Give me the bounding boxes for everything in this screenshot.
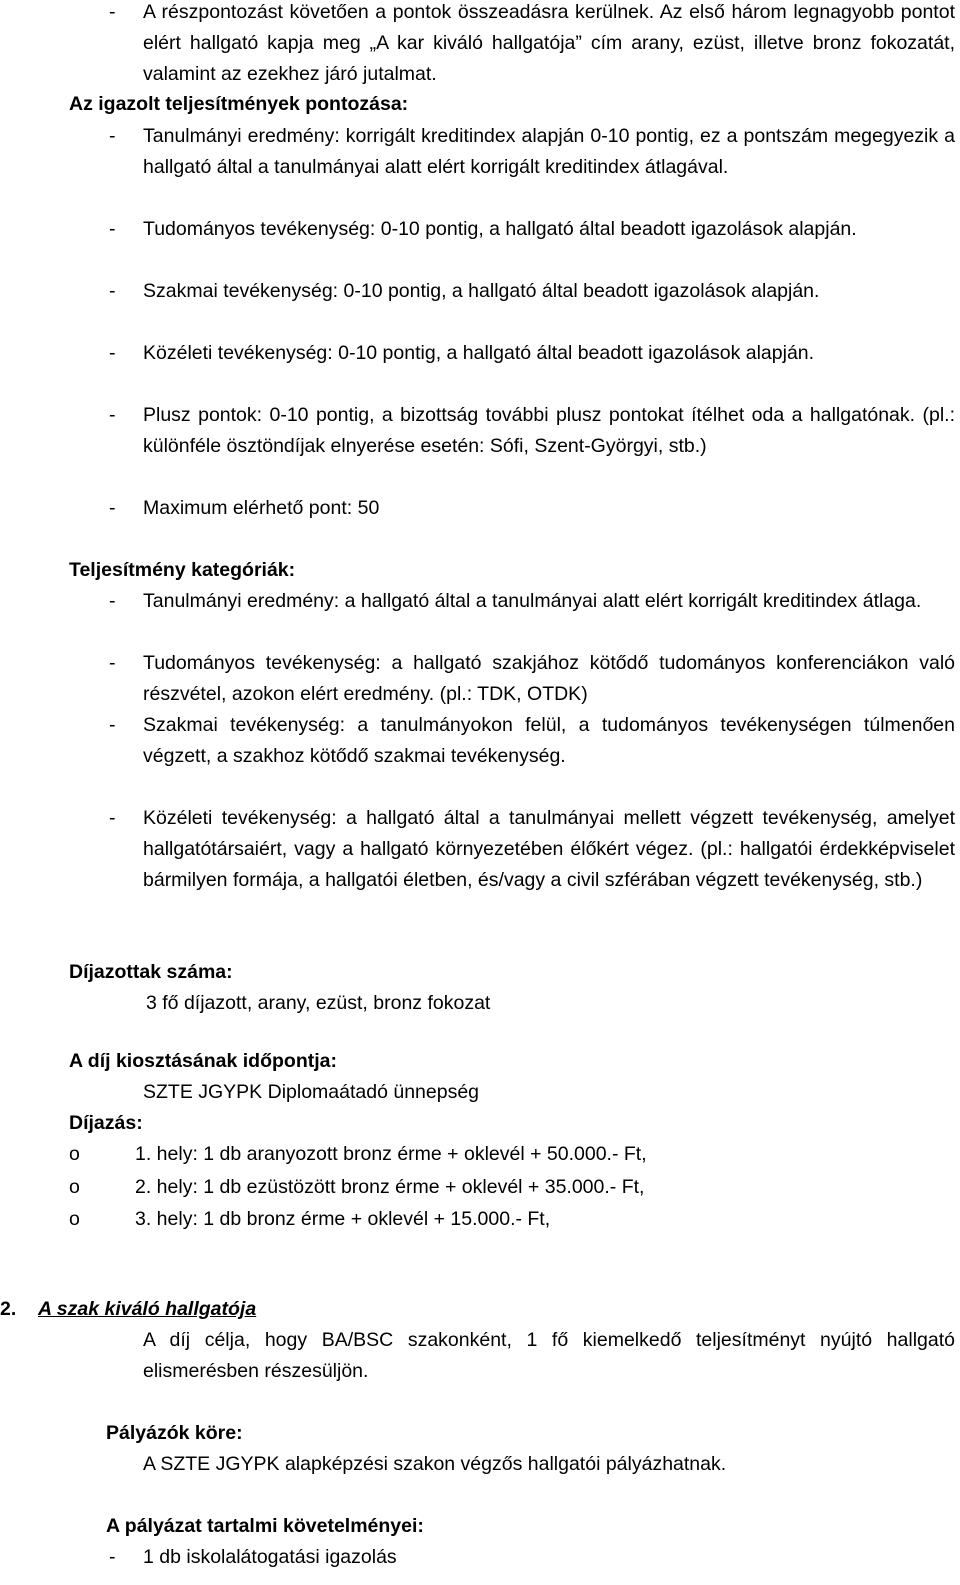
list-dash: - xyxy=(109,218,116,240)
requirements-heading: A pályázat tartalmi követelményei: xyxy=(106,1515,424,1537)
list-dash: - xyxy=(109,714,116,736)
list-dash: - xyxy=(109,1,116,23)
list-dash: - xyxy=(109,497,116,519)
prize-item xyxy=(69,1172,644,1203)
section-number: 2. xyxy=(0,1298,17,1320)
awardees-heading: Díjazottak száma: xyxy=(69,961,233,983)
bullet-o-icon: o xyxy=(69,1208,80,1230)
applicants-heading: Pályázók köre: xyxy=(106,1422,243,1444)
list-dash: - xyxy=(109,125,116,147)
list-item-text: A részpontozást követően a pontok összeadásra kerülnek. Az első három legnagyobb pontot elért hallgató kapja meg „A kar kiváló hallgatója” cím arany, ezüst, illetve bronz fokozatát, valamint az ezekhez járó jutalmat. xyxy=(143,1,955,85)
list-dash: - xyxy=(109,280,116,302)
prize-text: 2. hely: 1 db ezüstözött bronz érme + oklevél + 35.000.- Ft, xyxy=(135,1176,645,1198)
list-item-text: Tudományos tevékenység: 0-10 pontig, a hallgató által beadott igazolások alapján. xyxy=(143,218,857,240)
section-title: A szak kiváló hallgatója xyxy=(38,1298,257,1320)
list-item xyxy=(109,648,955,710)
list-dash: - xyxy=(109,807,116,829)
list-dash: - xyxy=(109,404,116,426)
bullet-o-icon: o xyxy=(69,1143,80,1165)
list-item-text: Tanulmányi eredmény: a hallgató által a tanulmányai alatt elért korrigált kreditindex átlaga. xyxy=(143,590,922,612)
list-item xyxy=(109,710,955,772)
list-item-text: Közéleti tevékenység: a hallgató által a tanulmányai mellett végzett tevékenység, amelyet hallgatótársaiért, vagy a hallgató környezetében élőkért végez. (pl.: hallgatói érdekképviselet bármilyen formája, a hallgatói életben, és/vagy a civil szférában végzett tevékenység, stb.) xyxy=(143,807,955,891)
list-dash: - xyxy=(109,342,116,364)
list-item xyxy=(109,493,955,524)
prize-item xyxy=(69,1204,550,1235)
list-item-text: Tanulmányi eredmény: korrigált kreditindex alapján 0-10 pontig, ez a pontszám megegyezik a hallgató által a tanulmányai alatt elért korrigált kreditindex átlagával. xyxy=(143,125,955,178)
prize-item xyxy=(69,1139,647,1170)
list-item xyxy=(109,586,955,617)
list-item xyxy=(109,803,955,896)
list-dash: - xyxy=(109,590,116,612)
prize-text: 1. hely: 1 db aranyozott bronz érme + oklevél + 50.000.- Ft, xyxy=(135,1143,647,1165)
list-item-text: 1 db iskolalátogatási igazolás xyxy=(143,1546,397,1568)
list-item-text: Közéleti tevékenység: 0-10 pontig, a hallgató által beadott igazolások alapján. xyxy=(143,342,815,364)
awardees-text: 3 fő díjazott, arany, ezüst, bronz fokozat xyxy=(146,992,491,1014)
list-item xyxy=(109,1542,955,1573)
bullet-o-icon: o xyxy=(69,1176,80,1198)
list-item xyxy=(109,338,955,369)
ceremony-text: SZTE JGYPK Diplomaátadó ünnepség xyxy=(143,1081,480,1103)
section-heading xyxy=(0,1294,256,1325)
list-item-text: Szakmai tevékenység: 0-10 pontig, a hallgató által beadott igazolások alapján. xyxy=(143,280,820,302)
scoring-heading: Az igazolt teljesítmények pontozása: xyxy=(69,93,409,115)
section-intro: A díj célja, hogy BA/BSC szakonként, 1 fő kiemelkedő teljesítményt nyújtó hallgató elismerésben részesüljön. xyxy=(143,1329,955,1382)
prize-text: 3. hely: 1 db bronz érme + oklevél + 15.000.- Ft, xyxy=(135,1208,551,1230)
list-dash: - xyxy=(109,1546,116,1568)
list-item xyxy=(109,400,955,462)
list-item xyxy=(109,276,955,307)
list-item xyxy=(109,214,955,245)
list-item-text: Tudományos tevékenység: a hallgató szakjához kötődő tudományos konferenciákon való részvétel, azokon elért eredmény. (pl.: TDK, OTDK) xyxy=(143,652,955,705)
list-item-text: Szakmai tevékenység: a tanulmányokon felül, a tudományos tevékenységen túlmenően végzett, a szakhoz kötődő szakmai tevékenység. xyxy=(143,714,955,767)
categories-heading: Teljesítmény kategóriák: xyxy=(69,559,296,581)
list-dash: - xyxy=(109,652,116,674)
applicants-text: A SZTE JGYPK alapképzési szakon végzős hallgatói pályázhatnak. xyxy=(143,1453,727,1475)
list-item-text: Maximum elérhető pont: 50 xyxy=(143,497,380,519)
prizes-heading: Díjazás: xyxy=(69,1112,143,1134)
list-item-text: Plusz pontok: 0-10 pontig, a bizottság további plusz pontokat ítélhet oda a hallgatónak. (pl.: különféle ösztöndíjak elnyerése esetén: Sófi, Szent-Györgyi, stb.) xyxy=(143,404,955,457)
list-item xyxy=(109,0,955,90)
ceremony-heading: A díj kiosztásának időpontja: xyxy=(69,1050,337,1072)
list-item xyxy=(109,121,955,183)
